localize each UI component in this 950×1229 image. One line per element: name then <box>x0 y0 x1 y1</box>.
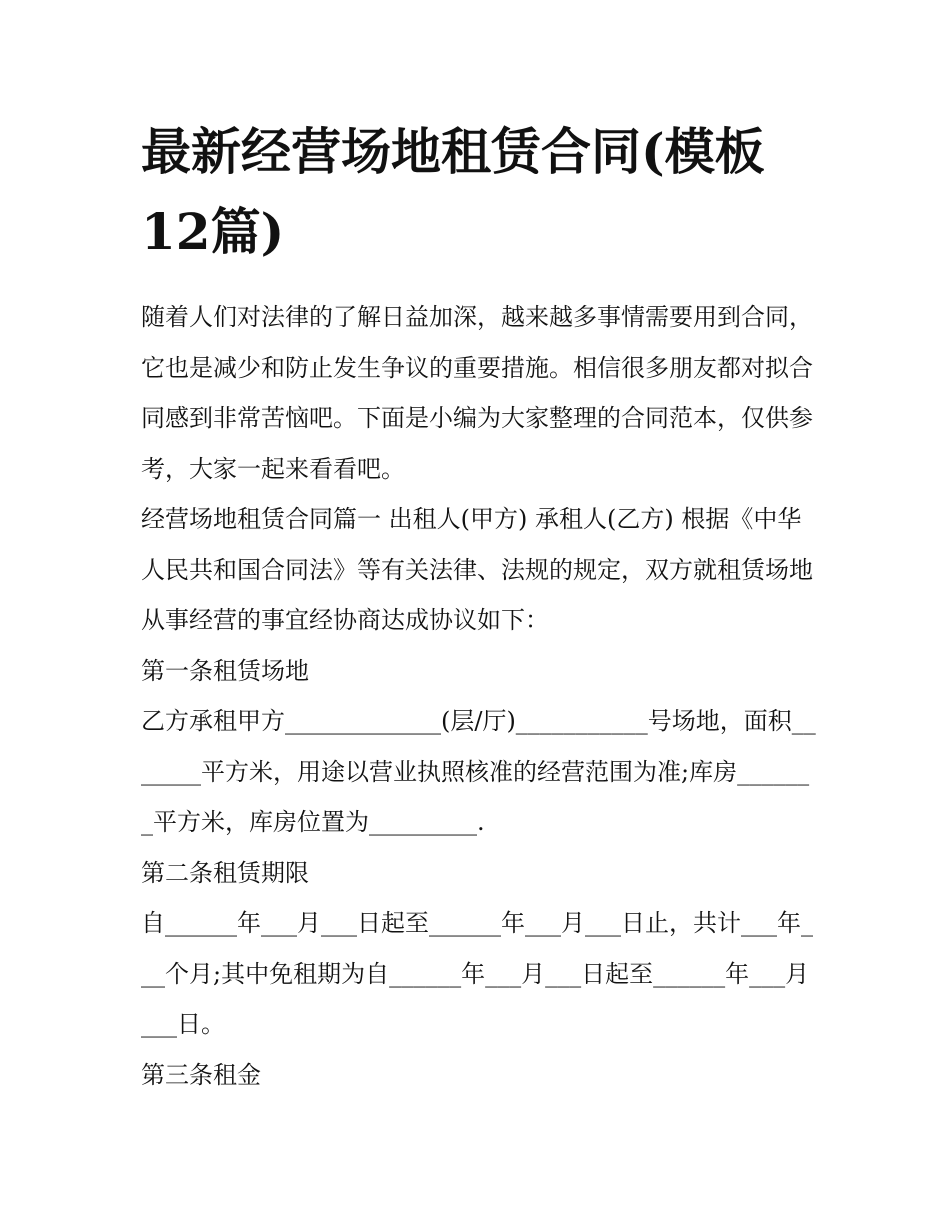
article-body: 自______年___月___日起至______年___月___日止，共计___年___个月;其中免租期为自______年___月___日起至______年___月___日。 <box>141 909 813 1038</box>
article-heading: 第三条租金 <box>141 1060 261 1089</box>
document-body <box>141 292 816 1100</box>
contract-preamble: 经营场地租赁合同篇一 出租人(甲方) 承租人(乙方) 根据《中华人民共和国合同法》等有关法律、法规的规定，双方就租赁场地从事经营的事宜经协商达成协议如下： <box>141 505 813 634</box>
article-heading: 第一条租赁场地 <box>141 656 309 685</box>
document-page <box>141 112 816 1100</box>
intro-paragraph: 随着人们对法律的了解日益加深，越来越多事情需要用到合同，它也是减少和防止发生争议的重要措施。相信很多朋友都对拟合同感到非常苦恼吧。下面是小编为大家整理的合同范本，仅供参考，大家一起来看看吧。 <box>141 303 813 483</box>
document-title: 最新经营场地租赁合同(模板12篇) <box>141 122 765 261</box>
article-body: 乙方承租甲方_____________(层/厅)___________号场地，面积_______平方米，用途以营业执照核准的经营范围为准;库房_______平方米，库房位置为_________. <box>141 707 816 836</box>
article-heading: 第二条租赁期限 <box>141 858 309 887</box>
